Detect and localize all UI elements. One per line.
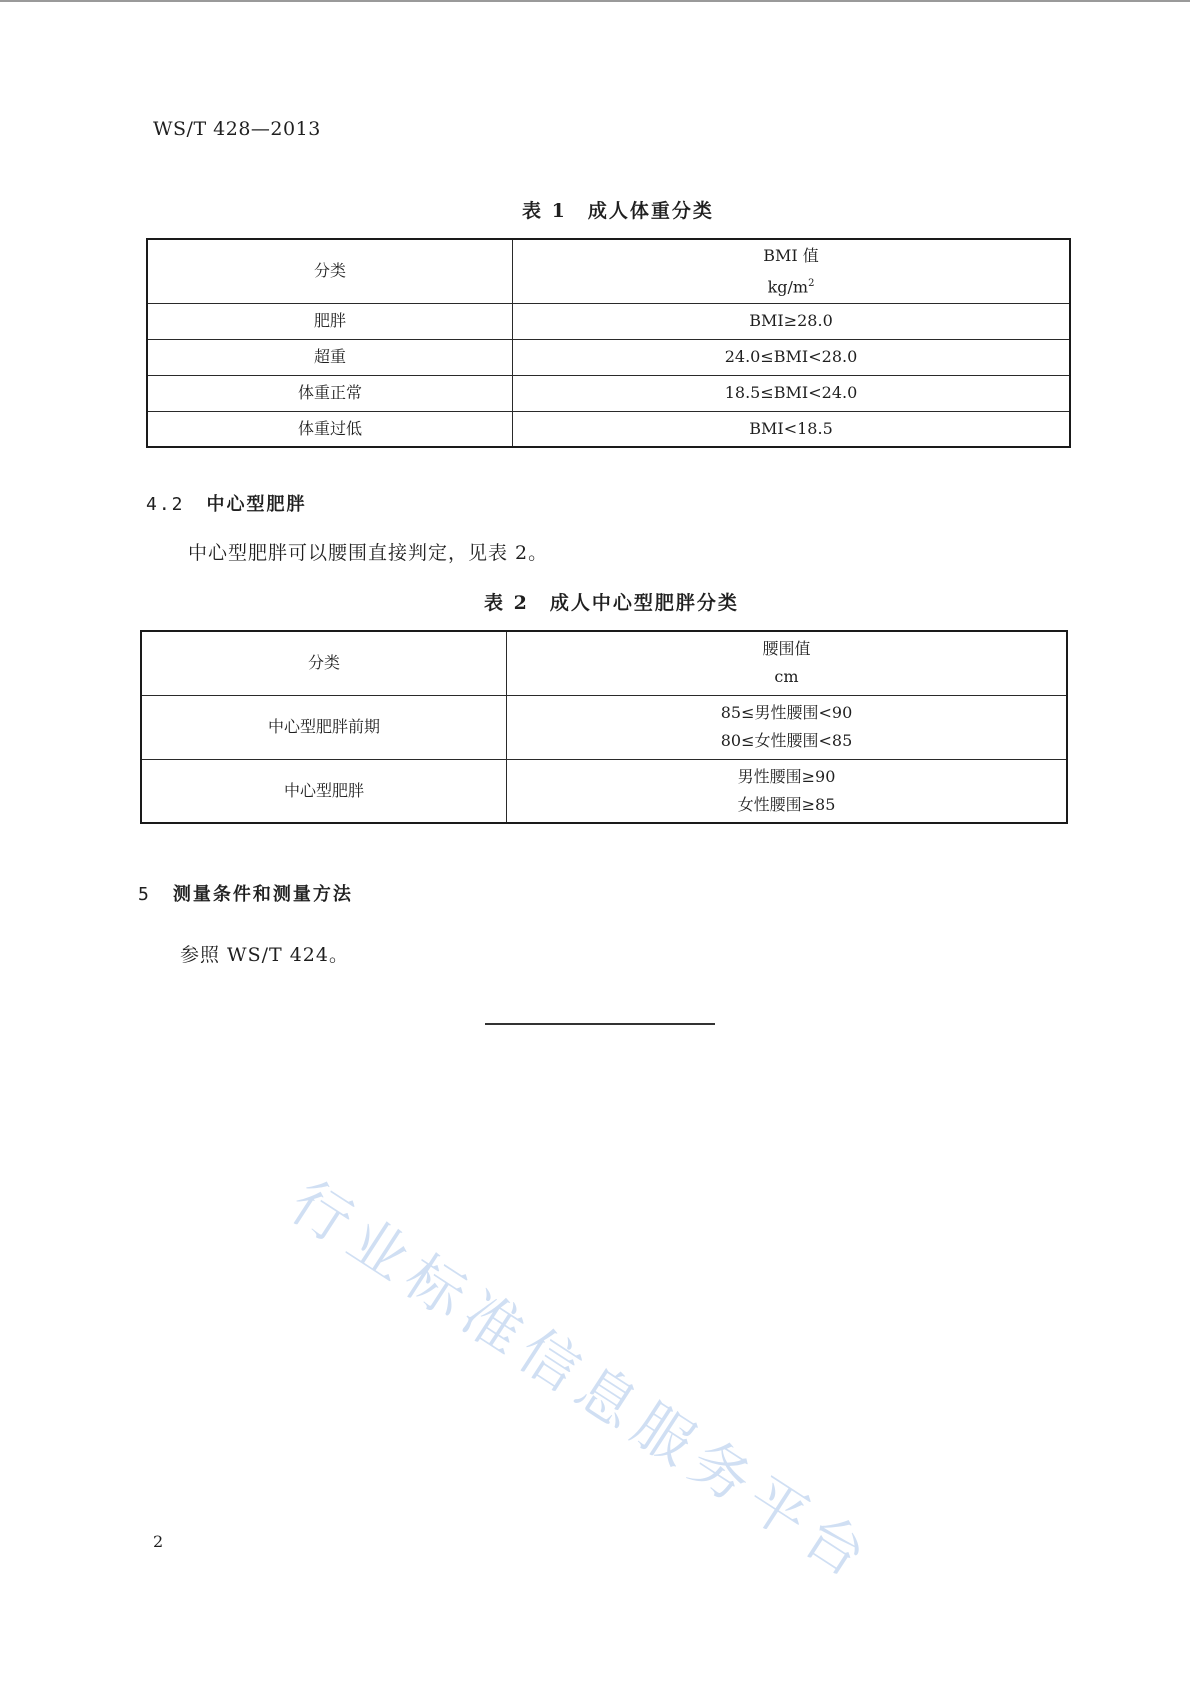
table1-value: 18.5≤BMI<24.0: [513, 375, 1071, 411]
table1-col2-header: [513, 239, 1071, 303]
table-header-row: [141, 631, 1067, 695]
table2-col2-header: [507, 631, 1068, 695]
section-number: 5: [138, 884, 151, 905]
table2-value: [507, 759, 1068, 823]
section-title: 测量条件和测量方法: [172, 884, 353, 905]
table2: [140, 630, 1068, 824]
table1: [146, 238, 1071, 448]
table2-col1-header: 分类: [141, 631, 507, 695]
top-rule: [0, 0, 1190, 2]
table-row: [147, 411, 1070, 447]
section-5-heading: [138, 880, 353, 906]
section-5-text: 参照 WS/T 424。: [180, 944, 349, 966]
watermark: 行业标准信息服务平台: [278, 1167, 887, 1596]
section-number: 4.2: [146, 494, 185, 515]
table-row: [141, 695, 1067, 759]
table1-col2-header-unit: [513, 270, 1069, 301]
table2-col2-header-unit: cm: [774, 667, 799, 687]
table-row: [147, 375, 1070, 411]
table2-value: [507, 695, 1068, 759]
section-4-2-text: 中心型肥胖可以腰围直接判定，见表 2。: [188, 542, 549, 564]
section-4-2-heading: [146, 490, 307, 516]
table1-category: 体重正常: [147, 375, 513, 411]
table2-value-line: 女性腰围≥85: [737, 794, 836, 814]
table2-category: 中心型肥胖: [141, 759, 507, 823]
table1-category: 肥胖: [147, 303, 513, 339]
table-row: [141, 759, 1067, 823]
table1-value: BMI<18.5: [513, 411, 1071, 447]
table2-category: 中心型肥胖前期: [141, 695, 507, 759]
table1-title: 表 1 成人体重分类: [522, 200, 714, 222]
table2-title: 表 2 成人中心型肥胖分类: [484, 592, 739, 614]
table2-value-line: 80≤女性腰围<85: [720, 731, 853, 750]
table1-col2-header-label: BMI 值: [763, 245, 819, 265]
table1-category: 体重过低: [147, 411, 513, 447]
section-title: 中心型肥胖: [206, 494, 307, 515]
table1-value: BMI≥28.0: [513, 303, 1071, 339]
table-header-row: [147, 239, 1070, 303]
table-row: [147, 303, 1070, 339]
table1-col1-header: 分类: [147, 239, 513, 303]
page-number: 2: [153, 1532, 164, 1551]
table2-value-line: 男性腰围≥90: [737, 766, 836, 786]
unit-text: kg/m: [767, 276, 809, 296]
table1-value: 24.0≤BMI<28.0: [513, 339, 1071, 375]
table-row: [147, 339, 1070, 375]
unit-superscript: 2: [808, 277, 815, 289]
table1-category: 超重: [147, 339, 513, 375]
end-rule: [485, 1023, 715, 1025]
table2-value-line: 85≤男性腰围<90: [720, 703, 853, 722]
table2-col2-header-label: 腰围值: [762, 639, 811, 659]
document-code: WS/T 428—2013: [153, 118, 321, 140]
